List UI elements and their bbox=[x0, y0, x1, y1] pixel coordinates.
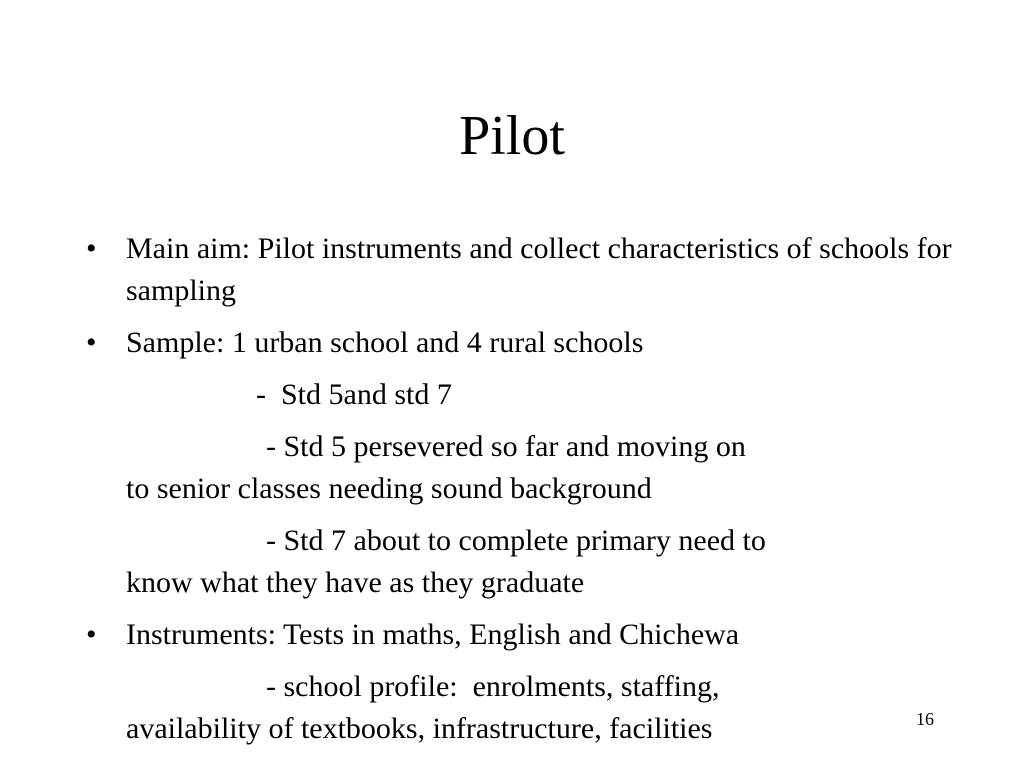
bullet-text: Sample: 1 urban school and 4 rural schools bbox=[126, 326, 644, 359]
sub-item-std-5-and-7 bbox=[126, 374, 956, 416]
bullet-icon: • bbox=[86, 618, 97, 651]
sub-item-continuation: availability of textbooks, infrastructure, facilities bbox=[126, 712, 713, 745]
sub-item-continuation: to senior classes needing sound background bbox=[126, 472, 652, 505]
bullet-item-sample bbox=[86, 322, 956, 364]
sub-item-first-line: - Std 7 about to complete primary need to bbox=[266, 524, 766, 557]
bullet-icon: • bbox=[86, 326, 97, 359]
slide-title: Pilot bbox=[459, 105, 565, 167]
bullet-icon: • bbox=[86, 232, 97, 265]
sub-item-text: - Std 5and std 7 bbox=[256, 378, 452, 411]
bullet-text: Main aim: Pilot instruments and collect characteristics of schools for sampling bbox=[126, 232, 952, 307]
slide-number: 16 bbox=[916, 709, 934, 729]
bullet-text: Instruments: Tests in maths, English and Chichewa bbox=[126, 618, 740, 651]
sub-item-continuation: know what they have as they graduate bbox=[126, 566, 585, 599]
sub-item-school-profile bbox=[126, 666, 956, 750]
bullet-item-instruments bbox=[86, 614, 956, 656]
slide-body bbox=[86, 228, 956, 760]
bullet-item-main-aim bbox=[86, 228, 956, 312]
sub-item-std-7 bbox=[126, 520, 956, 604]
sub-item-std-5 bbox=[126, 426, 956, 510]
sub-item-first-line: - school profile: enrolments, staffing, bbox=[266, 670, 720, 703]
sub-item-first-line: - Std 5 persevered so far and moving on bbox=[266, 430, 746, 463]
